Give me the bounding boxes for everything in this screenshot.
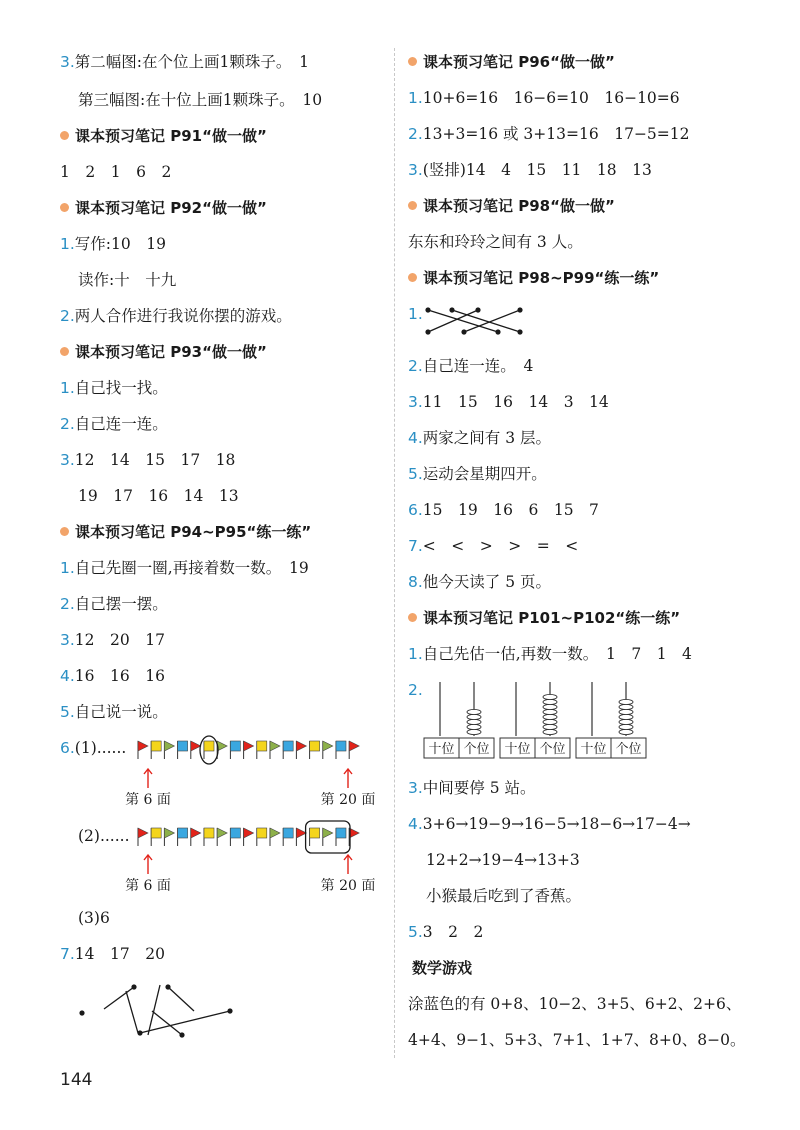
flag-icon [310,741,320,759]
answer-line [408,500,599,520]
answer-text: 12 20 17 [74,631,165,649]
heading-text: 课本预习笔记 P96“做一做” [423,53,615,71]
connect-line [168,987,194,1011]
answer-text: 两家之间有 3 层。 [422,429,552,447]
abacus [500,682,570,758]
page-number: 144 [60,1070,93,1090]
abacus-bead [619,714,633,719]
heading-text: 课本预习笔记 P91“做一做” [75,127,267,145]
flag-icon [204,741,214,759]
answer-line [408,922,483,942]
answer-text: 10+6=16 16−6=10 16−10=6 [422,89,680,107]
answer-line [408,232,583,252]
answer-text: 自己先估一估,再数一数。 1 7 1 4 [422,645,692,663]
flag-icon [151,828,161,846]
answer-text: 自己先圈一圈,再接着数一数。 19 [74,559,309,577]
flag-icon [178,741,188,759]
abacus-place-label: 十位 [504,742,531,757]
answer-text: 东东和玲玲之间有 3 人。 [408,233,583,251]
item-number: 2. [408,357,423,375]
answer-line [60,52,309,72]
answer-line [60,702,168,722]
item-number: 1. [60,235,75,253]
dot-icon [425,329,430,334]
answer-text: 12+2→19−4→13+3 [426,851,580,869]
heading-text: 数学游戏 [412,959,473,977]
flag-icon [296,741,306,759]
answer-text: 16 16 16 [74,667,165,685]
flag-icon [151,741,161,759]
item-number: 5. [408,465,423,483]
answer-line [408,356,533,376]
answer-text: 运动会星期四开。 [422,465,547,483]
abacus-bead [467,709,481,714]
answer-text: 15 19 16 6 15 7 [422,501,599,519]
flag-marker-label: 第 20 面 [320,792,376,808]
dot-icon [517,307,522,312]
crossing-lines-diagram [422,300,542,340]
heading-text: 课本预习笔记 P93“做一做” [75,343,267,361]
item-number: 3. [60,53,75,71]
flag-icon [270,828,280,846]
flag-icon [244,828,254,846]
dot-icon [165,984,170,989]
answer-text: (3)6 [78,909,110,927]
item-number: 3. [60,451,75,469]
answer-text: (竖排)14 4 15 11 18 13 [422,161,652,179]
section-heading [412,958,472,978]
abacus-bead [467,719,481,724]
flag-icon [257,741,267,759]
dot-matching-diagram [70,975,270,1045]
answer-line [408,124,690,144]
abacus-bead [619,724,633,729]
abacus-bead [543,699,557,704]
answer-line [60,944,165,964]
answer-text: < < > > = < [422,537,579,555]
heading-text: 课本预习笔记 P101~P102“练一练” [423,609,681,627]
section-heading [60,198,267,218]
dot-icon [79,1010,84,1015]
flag-icon [217,828,227,846]
flag-icon [164,828,174,846]
answer-line [60,414,168,434]
item-number: 4. [408,815,423,833]
answer-line [426,850,580,870]
item-number: 3. [408,161,423,179]
dot-icon [449,307,454,312]
item-number: 1. [408,305,423,323]
answer-line [60,738,126,758]
abacus-bead [619,709,633,714]
answer-text: 小猴最后吃到了香蕉。 [426,887,582,905]
item-number: 1. [408,89,423,107]
flag-icon [138,828,148,846]
item-number: 2. [60,415,75,433]
item-number: 4. [408,429,423,447]
answer-line [78,908,110,928]
connect-line [152,1011,182,1035]
abacus-bead [467,714,481,719]
answer-line [60,378,168,398]
flag-icon [244,741,254,759]
flag-icon [138,741,148,759]
item-number: 2. [60,595,75,613]
answer-text: 自己连一连。 [74,415,168,433]
item-number: 1. [60,559,75,577]
heading-text: 课本预习笔记 P98~P99“练一练” [423,269,660,287]
abacus-bead [467,724,481,729]
heading-text: 课本预习笔记 P98“做一做” [423,197,615,215]
bullet-dot-icon [60,203,69,212]
answer-text: 12 14 15 17 18 [74,451,236,469]
flag-icon [283,741,293,759]
flag-icon [336,828,346,846]
flag-icon [310,828,320,846]
item-number: 2. [408,681,423,699]
flag-marker-label: 第 20 面 [320,878,376,894]
section-heading [408,52,615,72]
answer-line [408,428,551,448]
bullet-dot-icon [408,57,417,66]
answer-line [60,306,292,326]
answer-line [78,270,176,290]
flag-icon [257,828,267,846]
item-number: 6. [60,739,75,757]
answer-text: 第三幅图:在十位上画1颗珠子。 10 [78,91,323,109]
arrow-up-icon [144,855,152,874]
abacus-place-label: 个位 [463,742,490,757]
answer-line [60,630,165,650]
bullet-dot-icon [408,201,417,210]
answer-text: 11 15 16 14 3 14 [422,393,609,411]
answer-text: 19 17 16 14 13 [78,487,239,505]
answer-line [78,90,322,110]
answer-line [60,666,165,686]
section-heading [408,196,615,216]
abacus-bead [543,694,557,699]
flag-icon [336,741,346,759]
abacus [424,682,494,758]
dot-icon [179,1032,184,1037]
abacus-bead [543,709,557,714]
answer-line [408,644,692,664]
flag-icon [230,741,240,759]
section-heading [408,268,659,288]
answer-text: (1)...... [74,739,127,757]
flag-icon [349,741,359,759]
abacus-bead [543,719,557,724]
section-heading [408,608,680,628]
flag-icon [164,741,174,759]
connect-line [428,310,478,332]
item-number: 1. [60,379,75,397]
item-number: 4. [60,667,75,685]
answer-line [408,464,547,484]
answer-text: 自己找一找。 [74,379,168,397]
bullet-dot-icon [60,347,69,356]
arrow-up-icon [344,769,352,788]
section-heading [60,126,267,146]
flag-marker-label: 第 6 面 [125,878,171,894]
answer-line [408,994,741,1014]
heading-text: 课本预习笔记 P92“做一做” [75,199,267,217]
abacus-place-label: 个位 [615,742,642,757]
flag-icon [283,828,293,846]
answer-text: 涂蓝色的有 0+8、10−2、3+5、6+2、2+6、 [408,995,742,1013]
abacus-bead [543,704,557,709]
bullet-dot-icon [408,613,417,622]
dot-icon [425,307,430,312]
answer-line [408,160,652,180]
flag-icon [270,741,280,759]
answer-line [426,886,581,906]
bullet-dot-icon [60,527,69,536]
section-heading [60,342,267,362]
answer-text: 14 17 20 [74,945,165,963]
connect-line [148,985,160,1035]
answer-text: 读作:十 十九 [78,271,177,289]
answer-text: 两人合作进行我说你摆的游戏。 [74,307,292,325]
flag-row-2-markers [60,852,380,896]
flag-icon [349,828,359,846]
flag-icon [323,741,333,759]
item-number: 7. [408,537,423,555]
bullet-dot-icon [408,273,417,282]
abacus-bead [543,714,557,719]
answer-text: 1 2 1 6 2 [60,163,172,181]
flag-icon [323,828,333,846]
dot-icon [461,329,466,334]
flag-marker-label: 第 6 面 [125,792,171,808]
answer-line [408,1030,745,1050]
heading-text: 课本预习笔记 P94~P95“练一练” [75,523,312,541]
item-number: 2. [408,125,423,143]
connect-line [104,987,134,1009]
abacus-bead [467,729,481,734]
item-number: 5. [60,703,75,721]
item-number: 5. [408,923,423,941]
answer-text: 自己说一说。 [74,703,168,721]
answer-line [408,392,609,412]
dot-icon [137,1030,142,1035]
arrow-up-icon [344,855,352,874]
abacus-place-label: 十位 [428,742,455,757]
item-number: 6. [408,501,423,519]
answer-line [408,304,423,324]
answer-text: 中间要停 5 站。 [422,779,536,797]
item-number: 1. [408,645,423,663]
answer-line [408,536,578,556]
dot-icon [475,307,480,312]
answer-line [60,234,166,254]
answer-text: (2)...... [78,827,130,845]
flag-icon [230,828,240,846]
arrow-up-icon [144,769,152,788]
abacus-place-label: 个位 [539,742,566,757]
answer-line [60,558,309,578]
answer-line [408,88,680,108]
abacus-bead [619,729,633,734]
flag-icon [178,828,188,846]
answer-text: 写作:10 19 [74,235,166,253]
abacus-diagrams [422,680,652,764]
bullet-dot-icon [60,131,69,140]
flag-row-1-markers [60,766,380,810]
answer-line [78,826,130,846]
answer-line [408,778,536,798]
abacus-place-label: 十位 [580,742,607,757]
answer-text: 自己连一连。 4 [422,357,534,375]
item-number: 2. [60,307,75,325]
abacus-bead [543,724,557,729]
answer-line [408,572,551,592]
answer-text: 第二幅图:在个位上画1颗珠子。 1 [74,53,309,71]
flag-icon [204,828,214,846]
answer-line [408,814,691,834]
item-number: 3. [408,779,423,797]
dot-icon [495,329,500,334]
answer-text: 他今天读了 5 页。 [422,573,552,591]
abacus-bead [619,719,633,724]
section-heading [60,522,311,542]
answer-text: 3 2 2 [422,923,484,941]
answer-line [408,680,423,700]
column-divider [394,48,395,1058]
abacus [576,682,646,758]
item-number: 7. [60,945,75,963]
item-number: 3. [408,393,423,411]
flag-icon [217,741,227,759]
flag-icon [191,828,201,846]
answer-text: 13+3=16 或 3+13=16 17−5=12 [422,125,690,143]
answer-line [78,486,239,506]
answer-text: 4+4、9−1、5+3、7+1、1+7、8+0、8−0。 [408,1031,746,1049]
flag-icon [296,828,306,846]
answer-text: 3+6→19−9→16−5→18−6→17−4→ [422,815,691,833]
flag-icon [191,741,201,759]
abacus-bead [543,729,557,734]
answer-text: 自己摆一摆。 [74,595,168,613]
connect-line [126,991,138,1033]
dot-icon [517,329,522,334]
abacus-bead [619,699,633,704]
item-number: 3. [60,631,75,649]
answer-line [60,162,171,182]
dot-icon [227,1008,232,1013]
answer-line [60,450,235,470]
dot-icon [131,984,136,989]
answer-line [60,594,168,614]
item-number: 8. [408,573,423,591]
abacus-bead [619,704,633,709]
